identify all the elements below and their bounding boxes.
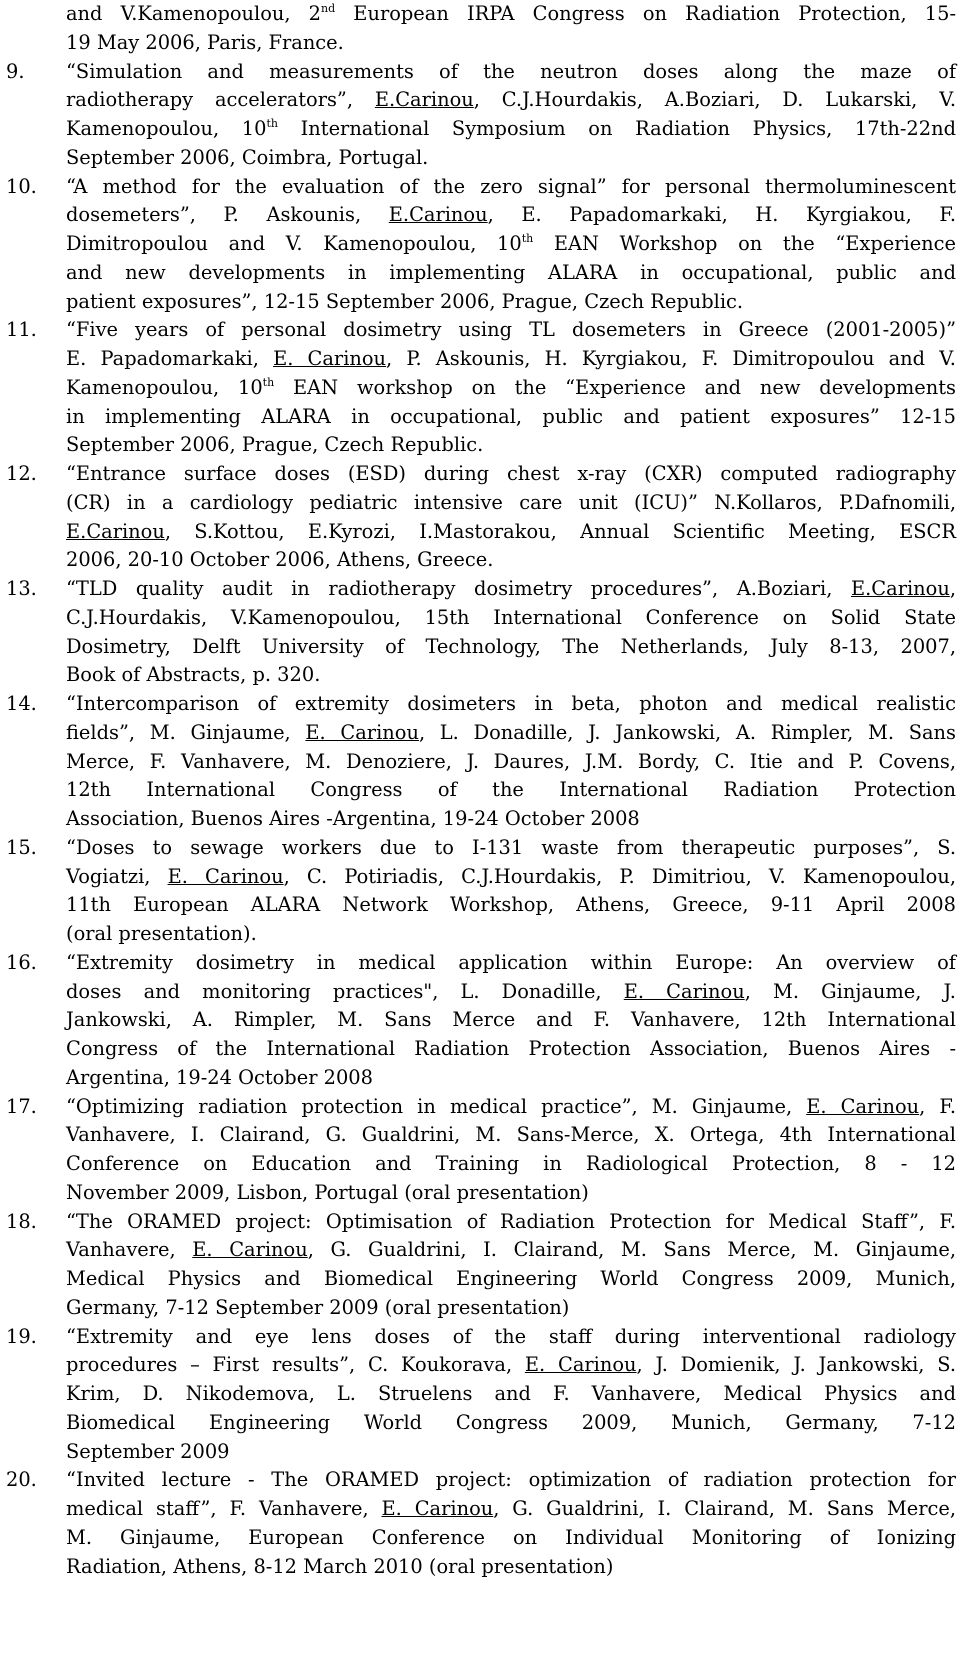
reference-number: 10. bbox=[6, 174, 37, 198]
reference-line bbox=[66, 229, 956, 259]
reference-text: , F. bbox=[919, 1094, 956, 1118]
reference-text: Conference on Education and Training in Radiological Protection, 8 - 12 bbox=[66, 1152, 956, 1175]
reference-line bbox=[66, 1322, 956, 1352]
reference-number: 16. bbox=[6, 950, 37, 974]
reference-line bbox=[66, 1120, 956, 1150]
reference-line bbox=[66, 1350, 956, 1380]
reference-text: Germany, 7-12 September 2009 (oral presentation) bbox=[66, 1295, 570, 1319]
author-highlight: E.Carinou bbox=[850, 577, 950, 600]
reference-line bbox=[66, 1149, 956, 1179]
ordinal-suffix: nd bbox=[321, 1, 336, 15]
reference-line bbox=[66, 545, 956, 575]
reference-number: 15. bbox=[6, 835, 37, 859]
reference-line bbox=[66, 632, 956, 662]
reference-line bbox=[66, 172, 956, 202]
ordinal-suffix: th bbox=[262, 375, 275, 389]
reference-text: September 2009 bbox=[66, 1439, 230, 1463]
reference-line bbox=[66, 85, 956, 115]
author-highlight: E.Carinou bbox=[388, 203, 488, 227]
reference-line bbox=[66, 1264, 956, 1294]
author-highlight: E. Carinou bbox=[273, 347, 387, 370]
reference-text: September 2006, Coimbra, Portugal. bbox=[66, 145, 429, 169]
reference-text: dosemeters”, P. Askounis, bbox=[66, 203, 389, 227]
reference-line bbox=[66, 114, 956, 144]
reference-text: Krim, D. Nikodemova, L. Struelens and F. Vanhavere, Medical Physics and bbox=[66, 1382, 956, 1405]
reference-text: and new developments in implementing ALARA in occupational, public and bbox=[66, 260, 956, 284]
reference-line bbox=[66, 200, 956, 230]
reference-line bbox=[66, 890, 956, 920]
reference-line bbox=[66, 718, 956, 748]
reference-text: 2006, 20-10 October 2006, Athens, Greece. bbox=[66, 548, 494, 572]
reference-line bbox=[66, 1523, 956, 1553]
reference-text: Merce, F. Vanhavere, M. Denoziere, J. Daures, J.M. Bordy, C. Itie and P. Covens, bbox=[66, 749, 956, 773]
reference-text: E. Papadomarkaki, bbox=[66, 347, 274, 370]
reference-line bbox=[66, 0, 956, 29]
reference-line bbox=[66, 402, 956, 432]
reference-text: Book of Abstracts, p. 320. bbox=[66, 663, 321, 687]
reference-text: September 2006, Prague, Czech Republic. bbox=[66, 433, 484, 457]
reference-text: , J. Domienik, J. Jankowski, S. bbox=[636, 1353, 956, 1377]
reference-line bbox=[66, 862, 956, 892]
reference-line bbox=[66, 919, 956, 949]
reference-text: EAN Workshop on the “Experience bbox=[533, 232, 956, 255]
reference-number: 13. bbox=[6, 577, 37, 600]
reference-line bbox=[66, 517, 956, 547]
reference-line bbox=[66, 1063, 956, 1093]
reference-line bbox=[66, 1005, 956, 1035]
reference-text: , C. Potiriadis, C.J.Hourdakis, P. Dimitriou, V. Kamenopoulou, bbox=[283, 864, 956, 888]
reference-text: “Simulation and measurements of the neutron doses along the maze of bbox=[66, 59, 956, 83]
reference-line bbox=[66, 1293, 956, 1323]
reference-text: Kamenopoulou, 10 bbox=[66, 375, 263, 399]
reference-text: , M. Ginjaume, J. bbox=[744, 979, 956, 1003]
reference-text: Kamenopoulou, 10 bbox=[66, 117, 267, 140]
reference-text: “Doses to sewage workers due to I-131 waste from therapeutic purposes”, S. bbox=[66, 835, 956, 859]
reference-text: European IRPA Congress on Radiation Protection, 15- bbox=[335, 2, 956, 25]
reference-text: “Invited lecture - The ORAMED project: optimization of radiation protection for bbox=[66, 1468, 956, 1492]
reference-line bbox=[66, 344, 956, 374]
reference-line bbox=[66, 459, 956, 489]
reference-line bbox=[66, 775, 956, 805]
reference-line bbox=[66, 574, 956, 604]
reference-line bbox=[66, 1034, 956, 1064]
reference-text: Jankowski, A. Rimpler, M. Sans Merce and F. Vanhavere, 12th International bbox=[66, 1008, 956, 1032]
reference-line bbox=[66, 315, 956, 345]
reference-text: (CR) in a cardiology pediatric intensive care unit (ICU)” N.Kollaros, P.Dafnomili, bbox=[66, 490, 956, 514]
reference-text: “Intercomparison of extremity dosimeters in beta, photon and medical realistic bbox=[66, 692, 956, 715]
reference-text: (oral presentation). bbox=[66, 922, 257, 945]
ordinal-suffix: th bbox=[266, 116, 278, 130]
reference-text: and V.Kamenopoulou, 2 bbox=[66, 2, 322, 25]
reference-text: EAN workshop on the “Experience and new developments bbox=[274, 375, 956, 399]
reference-text: in implementing ALARA in occupational, public and patient exposures” 12-15 bbox=[66, 404, 956, 428]
reference-text: “Extremity and eye lens doses of the staff during interventional radiology bbox=[66, 1324, 956, 1348]
reference-text: “The ORAMED project: Optimisation of Radiation Protection for Medical Staff”, F. bbox=[66, 1209, 956, 1233]
reference-number: 12. bbox=[6, 462, 37, 485]
reference-text: Dosimetry, Delft University of Technology, The Netherlands, July 8-13, 2007, bbox=[66, 634, 956, 658]
author-highlight: E. Carinou bbox=[305, 720, 419, 744]
author-highlight: E. Carinou bbox=[167, 864, 284, 888]
reference-line bbox=[66, 430, 956, 460]
reference-text: “Extremity dosimetry in medical application within Europe: An overview of bbox=[66, 950, 956, 974]
reference-number: 11. bbox=[6, 318, 37, 342]
reference-line bbox=[66, 1379, 956, 1409]
reference-line bbox=[66, 1178, 956, 1208]
reference-text: fields”, M. Ginjaume, bbox=[66, 720, 306, 744]
reference-number: 19. bbox=[6, 1324, 37, 1348]
reference-text: “A method for the evaluation of the zero signal” for personal thermoluminescent bbox=[66, 174, 956, 198]
author-highlight: E.Carinou bbox=[374, 88, 474, 112]
reference-text: 11th European ALARA Network Workshop, Athens, Greece, 9-11 April 2008 bbox=[66, 893, 956, 917]
reference-text: “Optimizing radiation protection in medical practice”, M. Ginjaume, bbox=[66, 1094, 807, 1118]
ordinal-suffix: th bbox=[521, 231, 534, 245]
reference-line bbox=[66, 689, 956, 719]
reference-text: , P. Askounis, H. Kyrgiakou, F. Dimitropoulou and V. bbox=[386, 347, 956, 370]
reference-line bbox=[66, 287, 956, 317]
author-highlight: E. Carinou bbox=[192, 1238, 308, 1262]
reference-line bbox=[66, 1494, 956, 1524]
reference-text: Medical Physics and Biomedical Engineering World Congress 2009, Munich, bbox=[66, 1267, 956, 1290]
reference-line bbox=[66, 747, 956, 777]
reference-line bbox=[66, 660, 956, 690]
reference-text: “Five years of personal dosimetry using TL dosemeters in Greece (2001-2005)” bbox=[66, 318, 956, 342]
reference-text: , S.Kottou, E.Kyrozi, I.Mastorakou, Annual Scientific Meeting, ESCR bbox=[164, 519, 956, 543]
reference-text: patient exposures”, 12-15 September 2006, Prague, Czech Republic. bbox=[66, 289, 744, 313]
reference-line bbox=[66, 977, 956, 1007]
reference-number: 14. bbox=[6, 692, 37, 715]
reference-line bbox=[66, 833, 956, 863]
reference-text: 12th International Congress of the International Radiation Protection bbox=[66, 778, 956, 802]
reference-text: Vanhavere, bbox=[66, 1238, 193, 1262]
reference-number: 20. bbox=[6, 1468, 37, 1492]
reference-line bbox=[66, 488, 956, 518]
reference-line bbox=[66, 1465, 956, 1495]
reference-text: Association, Buenos Aires -Argentina, 19-24 October 2008 bbox=[66, 807, 640, 830]
reference-number: 9. bbox=[6, 59, 25, 83]
reference-line bbox=[66, 804, 956, 834]
reference-line bbox=[66, 1437, 956, 1467]
reference-text: M. Ginjaume, European Conference on Individual Monitoring of Ionizing bbox=[66, 1525, 956, 1549]
reference-text: International Symposium on Radiation Physics, 17th-22nd bbox=[278, 117, 956, 140]
author-highlight: E. Carinou bbox=[623, 979, 745, 1003]
reference-text: , L. Donadille, J. Jankowski, A. Rimpler, M. Sans bbox=[418, 720, 956, 744]
reference-number: 17. bbox=[6, 1094, 37, 1118]
reference-line bbox=[66, 1207, 956, 1237]
reference-text: Radiation, Athens, 8-12 March 2010 (oral presentation) bbox=[66, 1554, 614, 1578]
reference-text: , E. Papadomarkaki, H. Kyrgiakou, F. bbox=[487, 203, 956, 227]
reference-line bbox=[66, 373, 956, 403]
reference-text: Vanhavere, I. Clairand, G. Gualdrini, M. Sans-Merce, X. Ortega, 4th International bbox=[66, 1123, 956, 1147]
reference-text: 19 May 2006, Paris, France. bbox=[66, 30, 344, 54]
reference-text: procedures – First results”, C. Koukorava, bbox=[66, 1353, 525, 1377]
reference-line bbox=[66, 948, 956, 978]
reference-text: medical staff”, F. Vanhavere, bbox=[66, 1497, 382, 1520]
reference-line bbox=[66, 603, 956, 633]
reference-text: Congress of the International Radiation Protection Association, Buenos Aires - bbox=[66, 1037, 956, 1060]
author-highlight: E. Carinou bbox=[524, 1353, 637, 1377]
reference-text: , bbox=[949, 577, 956, 600]
author-highlight: E.Carinou bbox=[66, 519, 165, 543]
reference-line bbox=[66, 143, 956, 173]
reference-line bbox=[66, 1552, 956, 1582]
reference-number: 18. bbox=[6, 1209, 37, 1233]
reference-text: Dimitropoulou and V. Kamenopoulou, 10 bbox=[66, 232, 522, 255]
reference-text: , G. Gualdrini, I. Clairand, M. Sans Merce, M. Ginjaume, bbox=[307, 1238, 956, 1262]
reference-line bbox=[66, 1092, 956, 1122]
reference-text: “Entrance surface doses (ESD) during chest x-ray (CXR) computed radiography bbox=[66, 462, 956, 485]
reference-text: radiotherapy accelerators”, bbox=[66, 88, 375, 112]
reference-text: Biomedical Engineering World Congress 2009, Munich, Germany, 7-12 bbox=[66, 1410, 956, 1434]
reference-text: doses and monitoring practices", L. Donadille, bbox=[66, 979, 624, 1003]
reference-line bbox=[66, 28, 956, 58]
reference-text: Vogiatzi, bbox=[66, 864, 168, 888]
reference-line bbox=[66, 57, 956, 87]
reference-text: Argentina, 19-24 October 2008 bbox=[66, 1065, 373, 1089]
author-highlight: E. Carinou bbox=[381, 1497, 494, 1520]
reference-text: “TLD quality audit in radiotherapy dosimetry procedures”, A.Boziari, bbox=[66, 577, 851, 600]
reference-line bbox=[66, 258, 956, 288]
reference-text: , G. Gualdrini, I. Clairand, M. Sans Merce, bbox=[493, 1497, 956, 1520]
reference-text: November 2009, Lisbon, Portugal (oral presentation) bbox=[66, 1180, 589, 1204]
reference-text: , C.J.Hourdakis, A.Boziari, D. Lukarski, V. bbox=[473, 88, 956, 112]
reference-line bbox=[66, 1408, 956, 1438]
reference-text: C.J.Hourdakis, V.Kamenopoulou, 15th International Conference on Solid State bbox=[66, 605, 956, 629]
reference-line bbox=[66, 1235, 956, 1265]
author-highlight: E. Carinou bbox=[806, 1094, 920, 1118]
